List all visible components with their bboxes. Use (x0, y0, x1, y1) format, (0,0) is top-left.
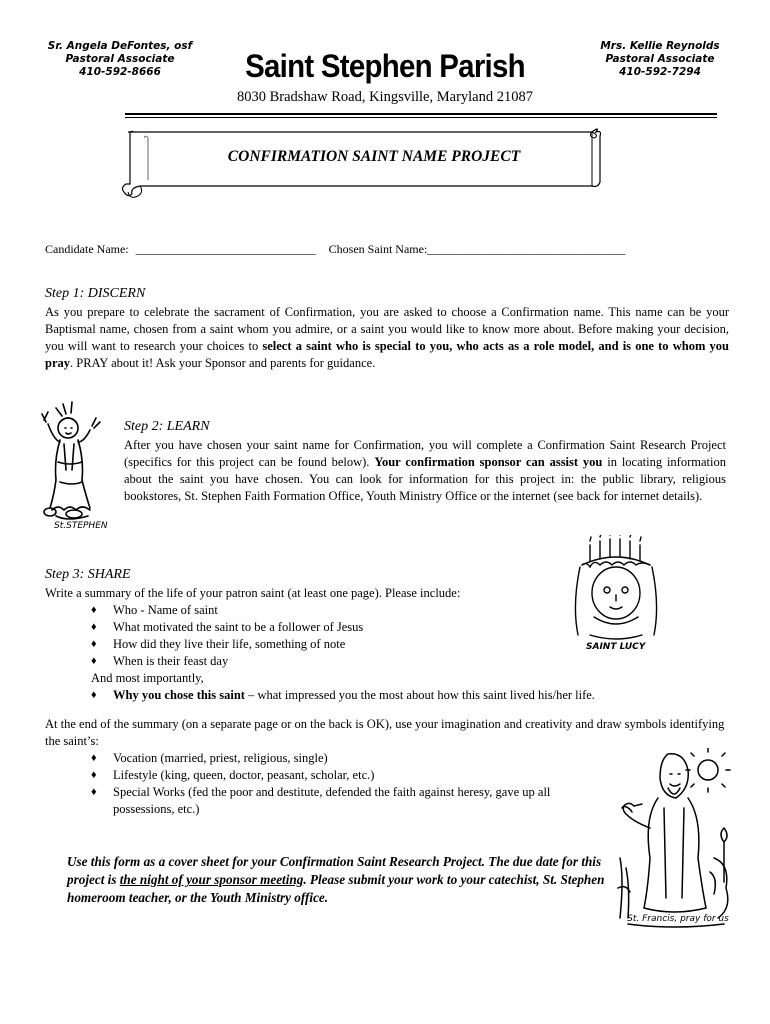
list-item: ♦ How did they live their life, something of note (91, 636, 611, 653)
cover-note (67, 853, 612, 907)
list-item: ♦ Lifestyle (king, queen, doctor, peasant, scholar, etc.) (91, 767, 611, 784)
summary-paragraph: At the end of the summary (on a separate page or on the back is OK), use your imagination and creativity and draw symbols identifying the saint’s: (45, 717, 725, 748)
name-fields-row (45, 242, 745, 257)
list-item: ♦ Special Works (fed the poor and destitute, defended the faith against heresy, gave up all possessions, etc.) (91, 784, 611, 818)
candidate-name-label: Candidate Name: (45, 242, 129, 256)
contact-right-name: Mrs. Kellie Reynolds (600, 40, 720, 52)
cover-note-text-b: . Please submit your work to your catechist, St. Stephen homeroom teacher, or the Youth Ministry office. (67, 872, 605, 905)
contact-left-phone: 410-592-8666 (79, 66, 161, 78)
francis-caption: St. Francis, pray for us (627, 914, 729, 924)
step3-extra: And most importantly, (91, 671, 204, 685)
list-item: ♦ Who - Name of saint (91, 602, 611, 619)
step2-text-bold: Your confirmation sponsor can assist you (374, 455, 603, 469)
key-item-rest: – what impressed you the most about how this saint lived his/her life. (244, 688, 595, 702)
parish-address: 8030 Bradshaw Road, Kingsville, Maryland 21087 (236, 89, 533, 105)
step3-key-list (91, 687, 731, 704)
stephen-caption: St.STEPHEN (54, 521, 108, 530)
list-item: ♦ What motivated the saint to be a follower of Jesus (91, 619, 611, 636)
step1-paragraph (45, 304, 729, 372)
step2-heading: Step 2: LEARN (124, 419, 210, 434)
contact-right-title: Pastoral Associate (605, 53, 715, 65)
symbol-list (91, 750, 611, 818)
chosen-saint-field[interactable]: _________________________________ (427, 242, 626, 256)
contact-left-title: Pastoral Associate (65, 53, 175, 65)
due-date: the night of your sponsor meeting (119, 872, 304, 887)
contact-left-name: Sr. Angela DeFontes, osf (47, 40, 193, 52)
step3-intro: Write a summary of the life of your patron saint (at least one page). Please include: (45, 586, 461, 600)
saint-francis-illustration-icon (614, 748, 738, 934)
candidate-name-field[interactable]: ______________________________ (135, 242, 316, 256)
list-item: ♦ When is their feast day (91, 653, 611, 670)
list-item (91, 687, 731, 704)
step2-paragraph (124, 437, 726, 505)
header-rule (125, 113, 717, 118)
step1-text-bold: select a saint who is special to you, who acts as a role model, and is one to whom you pray (45, 339, 729, 370)
saint-stephen-illustration-icon (38, 400, 108, 530)
chosen-saint-label: Chosen Saint Name: (328, 242, 428, 256)
parish-name: Saint Stephen Parish (245, 48, 525, 84)
step2-text-b: in locating information about the saint you have chosen. You can look for information for this project in: the public library, religious bookstores, St. Stephen Faith Formation Office, Youth Ministry Office or the internet (see back for internet details). (124, 455, 726, 503)
cover-note-text-a: Use this form as a cover sheet for your Confirmation Saint Research Project. The due date for this project is (67, 854, 602, 887)
step1-text-b: . PRAY about it! Ask your Sponsor and parents for guidance. (70, 356, 376, 370)
lucy-caption: SAINT LUCY (586, 642, 646, 652)
step3-include-list (91, 602, 611, 670)
step3-heading: Step 3: SHARE (45, 567, 131, 582)
list-item: ♦ Vocation (married, priest, religious, single) (91, 750, 611, 767)
contact-right-phone: 410-592-7294 (619, 66, 701, 78)
project-title: CONFIRMATION SAINT NAME PROJECT (227, 148, 521, 165)
step1-text-a: As you prepare to celebrate the sacrament of Confirmation, you are asked to choose a Confirmation name. This name can be your Baptismal name, chosen from a saint whom you admire, or a saint you would like to know more about. Before making your decision, you will want to research your choices to (45, 305, 729, 353)
key-item-bold: Why you chose this saint (113, 688, 245, 702)
step1-heading: Step 1: DISCERN (45, 286, 146, 301)
step2-text-a: After you have chosen your saint name for Confirmation, you will complete a Confirmation Saint Research Project (specifics for this project can be found below). (124, 438, 726, 469)
